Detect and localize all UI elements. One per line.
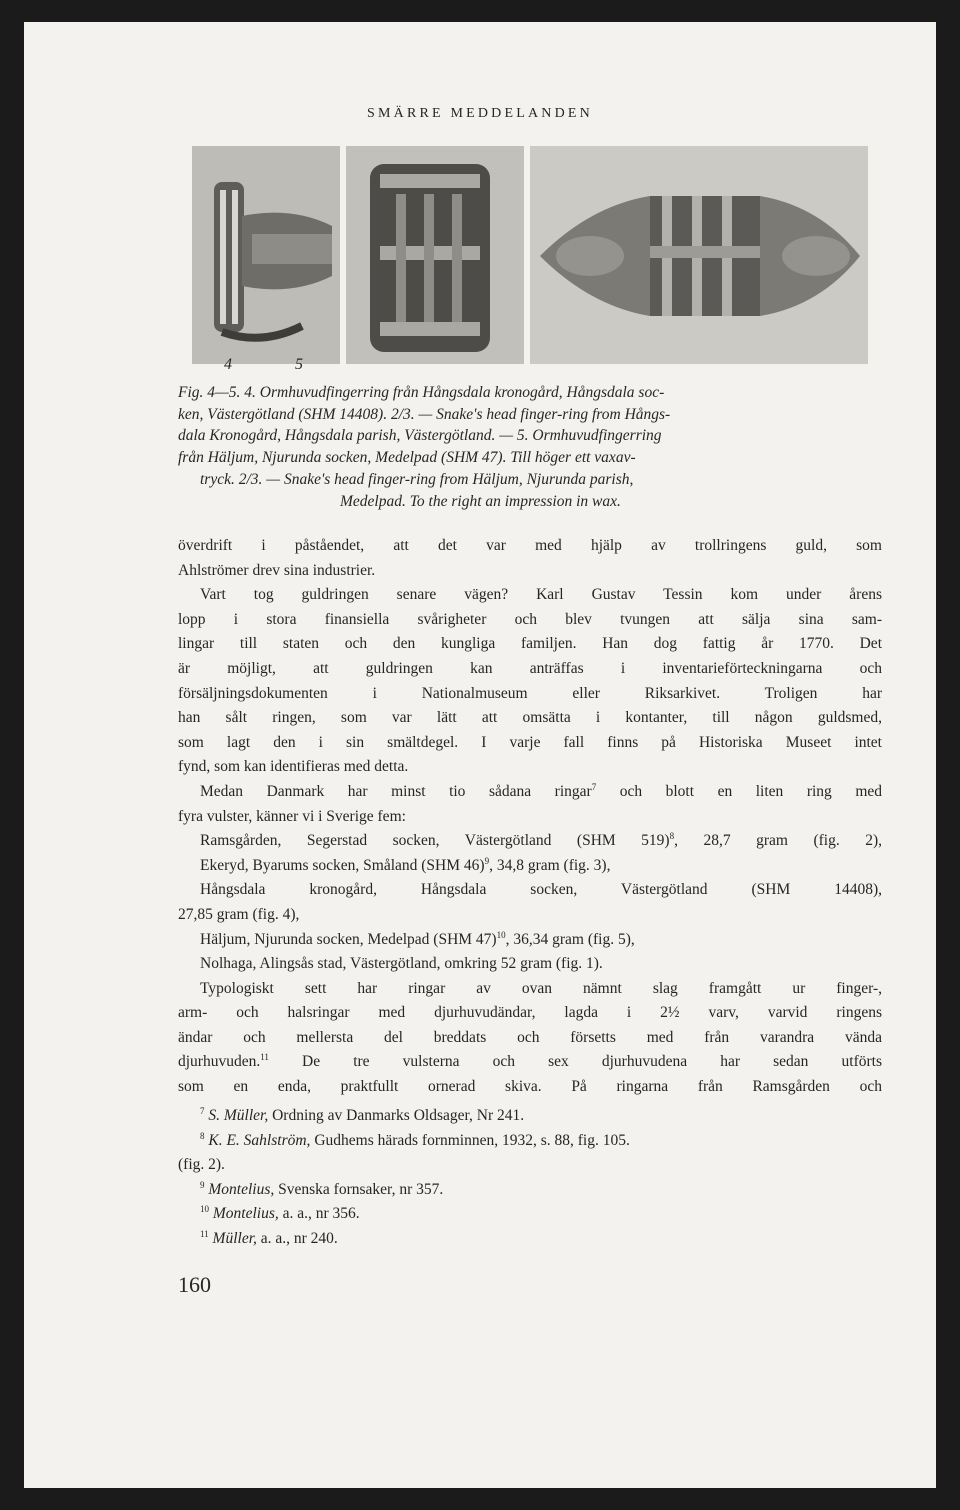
footnote-number: 9	[200, 1179, 205, 1190]
ring-fig4-image	[192, 146, 340, 364]
footnote-ref-10: 10	[496, 929, 506, 940]
page-number: 160	[178, 1272, 211, 1297]
text-line: fynd, som kan identifieras med detta.	[178, 758, 409, 776]
text-line: lopp i stora finansiella svårigheter och blev tvungen att sälja sina sam-	[178, 610, 882, 628]
text-fragment: Häljum, Njurunda socken, Medelpad (SHM 47)	[200, 930, 497, 948]
text-line: Vart tog guldringen senare vägen? Karl Gustav Tessin kom under årens	[200, 586, 882, 604]
figure-label-5: 5	[295, 356, 303, 373]
text-fragment: Medan Danmark har minst tio sådana ringar	[200, 782, 592, 800]
footnote-author: S. Müller,	[208, 1107, 269, 1124]
footnote-author: Müller,	[212, 1229, 257, 1247]
text-line: överdrift i påståendet, att det var med hjälp av trollringens guld, som	[178, 537, 882, 554]
footnote-author: Montelius,	[212, 1205, 279, 1222]
caption-line: ken, Västergötland (SHM 14408). 2/3. — Snake's head finger-ring from Hångs-	[178, 405, 671, 423]
photo-ring-fig5	[346, 146, 524, 364]
text-line: lingar till staten och den kungliga familjen. Han dog fattig år 1770. Det	[178, 635, 882, 653]
find-list-item-hangsdala: Hångsdala kronogård, Hångsdala socken, Västergötland (SHM 14408),	[200, 881, 882, 899]
text-fragment: djurhuvuden.	[178, 1053, 261, 1071]
footnote-8	[178, 1129, 882, 1154]
text-line: Typologiskt sett har ringar av ovan nämnt slag framgått ur finger-,	[200, 979, 882, 997]
footnote-10	[178, 1202, 882, 1227]
caption-line: tryck. 2/3. — Snake's head finger-ring from Häljum, Njurunda parish,	[200, 470, 634, 488]
text-line: försäljningsdokumenten i Nationalmuseum eller Riksarkivet. Troligen har	[178, 684, 882, 702]
find-list-item-ramsgarden	[178, 829, 882, 854]
footnote-number: 11	[200, 1228, 209, 1239]
figure-label-4: 4	[224, 356, 232, 373]
caption-line: dala Kronogård, Hångsdala parish, Västergötland. — 5. Ormhuvudfingerring	[178, 427, 662, 445]
footnote-ref-9: 9	[484, 855, 490, 866]
footnote-9	[178, 1178, 882, 1203]
caption-line: från Häljum, Njurunda socken, Medelpad (SHM 47). Till höger ett vaxav-	[178, 449, 636, 467]
figure-photographs	[192, 146, 868, 364]
text-fragment: och blott en liten ring med	[596, 782, 882, 800]
find-list-item-haljum	[178, 928, 882, 953]
find-list-item-nolhaga: Nolhaga, Alingsås stad, Västergötland, omkring 52 gram (fig. 1).	[200, 955, 603, 973]
text-fragment: Ekeryd, Byarums socken, Småland (SHM 46)	[200, 856, 485, 874]
footnote-text: Ordning av Danmarks Oldsager, Nr 241.	[268, 1107, 525, 1124]
text-fragment: , 28,7 gram (fig. 2),	[674, 832, 882, 850]
text-line: ändar och mellersta del breddats och försetts med från varandra vända	[178, 1028, 882, 1046]
book-page	[24, 22, 936, 1488]
footnote-ref-7: 7	[591, 781, 597, 792]
text-line	[178, 780, 882, 805]
text-fragment: De tre vulsterna och sex djurhuvudena har sedan utförts	[268, 1053, 882, 1071]
text-line: Ahlströmer drev sina industrier.	[178, 561, 376, 579]
ring-fig5-image	[346, 146, 524, 364]
footnote-author: Montelius,	[208, 1180, 275, 1198]
footnote-ref-11: 11	[260, 1052, 269, 1063]
figure-caption	[178, 382, 882, 512]
footnote-number: 8	[200, 1130, 205, 1141]
footnote-ref-8: 8	[669, 831, 675, 842]
text-line: fyra vulster, känner vi i Sverige fem:	[178, 807, 406, 825]
text-line: han sålt ringen, som var lätt att omsätta i kontanter, till någon guldsmed,	[178, 709, 882, 727]
figure-numbers	[24, 356, 936, 376]
footnote-author: K. E. Sahlström,	[208, 1131, 311, 1149]
text-fragment: , 36,34 gram (fig. 5),	[505, 930, 635, 948]
text-line: är möjligt, att guldringen kan anträffas i inventarieförteckningarna och	[178, 659, 882, 677]
text-line: som lagt den i sin smältdegel. I varje fall finns på Historiska Museet intet	[178, 733, 882, 751]
photo-wax-impression	[530, 146, 868, 364]
footnote-11	[178, 1227, 882, 1252]
footnotes	[178, 1104, 882, 1251]
wax-impression-image	[530, 146, 868, 364]
text-fragment: , 34,8 gram (fig. 3),	[489, 856, 611, 874]
footnote-text: Svenska fornsaker, nr 357.	[274, 1180, 444, 1198]
text-line: som en enda, praktfullt ornerad skiva. På ringarna från Ramsgården och	[178, 1078, 882, 1096]
text-line	[178, 1050, 882, 1075]
footnote-text: Gudhems härads fornminnen, 1932, s. 88, fig. 105.	[310, 1131, 630, 1149]
footnote-text: a. a., nr 356.	[278, 1205, 360, 1222]
body-text	[178, 534, 882, 1100]
footnote-number: 7	[200, 1106, 205, 1116]
photo-ring-fig4	[192, 146, 340, 364]
text-line: arm- och halsringar med djurhuvudändar, lagda i 2½ varv, varvid ringens	[178, 1004, 882, 1022]
text-fragment: Ramsgården, Segerstad socken, Västergötland (SHM 519)	[200, 832, 670, 850]
footnote-7	[178, 1104, 882, 1129]
running-header: SMÄRRE MEDDELANDEN	[367, 106, 593, 121]
footnote-text: a. a., nr 240.	[256, 1229, 338, 1247]
caption-line: Fig. 4—5. 4. Ormhuvudfingerring från Hångsdala kronogård, Hångsdala soc-	[178, 384, 665, 401]
find-list-item-ekeryd	[178, 854, 882, 879]
footnote-number: 10	[200, 1204, 209, 1214]
text-line: 27,85 gram (fig. 4),	[178, 905, 300, 923]
caption-line: Medelpad. To the right an impression in wax.	[340, 492, 621, 510]
footnote-8-continued: (fig. 2).	[178, 1156, 225, 1173]
